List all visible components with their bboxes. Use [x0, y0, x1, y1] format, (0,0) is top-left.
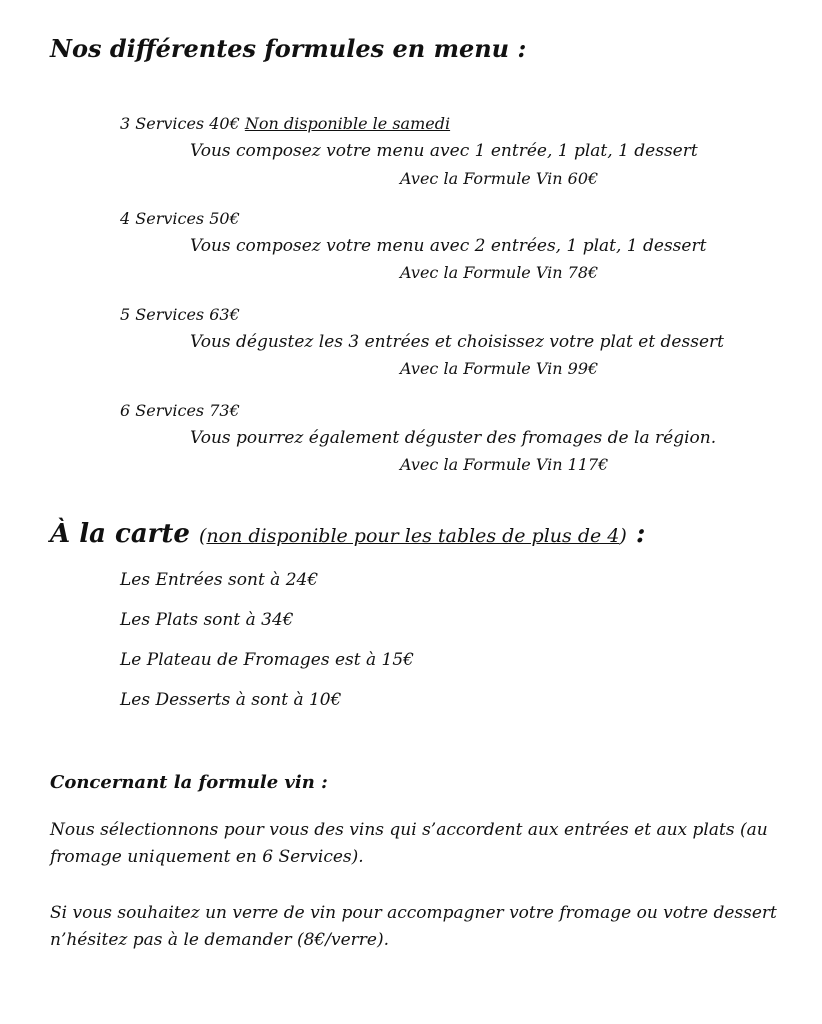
carte-heading-note-wrapper: [199, 525, 627, 547]
menu-item-name: 4 Services 50€: [120, 209, 240, 228]
menu-item-description: Vous composez votre menu avec 1 entrée, 1 plat, 1 dessert: [190, 141, 698, 161]
carte-note-open: (: [199, 525, 207, 547]
menu-item-wine: Avec la Formule Vin 117€: [400, 455, 609, 474]
carte-heading: [50, 519, 645, 549]
menu-item-name: 6 Services 73€: [120, 401, 240, 420]
menu-item-name: 5 Services 63€: [120, 305, 240, 324]
wine-paragraph: Nous sélectionnons pour vous des vins qui s’accordent aux entrées et aux plats (au fromage uniquement en 6 Services).: [50, 820, 768, 867]
carte-heading-colon: :: [626, 519, 646, 549]
menus-heading: Nos différentes formules en menu :: [50, 34, 527, 63]
carte-heading-title: À la carte: [50, 519, 190, 549]
carte-note-close: ): [619, 525, 627, 547]
carte-heading-note: non disponible pour les tables de plus de 4: [206, 525, 620, 547]
menu-item-wine: Avec la Formule Vin 78€: [400, 263, 599, 282]
menu-item-name-text: 3 Services 40€: [120, 114, 240, 133]
carte-item: Les Desserts à sont à 10€: [120, 690, 342, 710]
menu-item-wine: Avec la Formule Vin 99€: [400, 359, 599, 378]
menu-item-description: Vous dégustez les 3 entrées et choisissez votre plat et dessert: [190, 332, 724, 352]
carte-item: Les Plats sont à 34€: [120, 610, 294, 630]
carte-item: Les Entrées sont à 24€: [120, 570, 319, 590]
menu-item-note: Non disponible le samedi: [244, 114, 451, 133]
wine-heading: Concernant la formule vin :: [50, 772, 328, 793]
carte-item: Le Plateau de Fromages est à 15€: [120, 650, 414, 670]
menu-item-description: Vous composez votre menu avec 2 entrées, 1 plat, 1 dessert: [190, 236, 707, 256]
menu-item-name: [120, 114, 450, 133]
menu-item-wine: Avec la Formule Vin 60€: [400, 169, 599, 188]
menu-item-description: Vous pourrez également déguster des fromages de la région.: [190, 428, 717, 448]
wine-paragraph: Si vous souhaitez un verre de vin pour accompagner votre fromage ou votre dessert n’hésitez pas à le demander (8€/verre).: [50, 903, 777, 950]
